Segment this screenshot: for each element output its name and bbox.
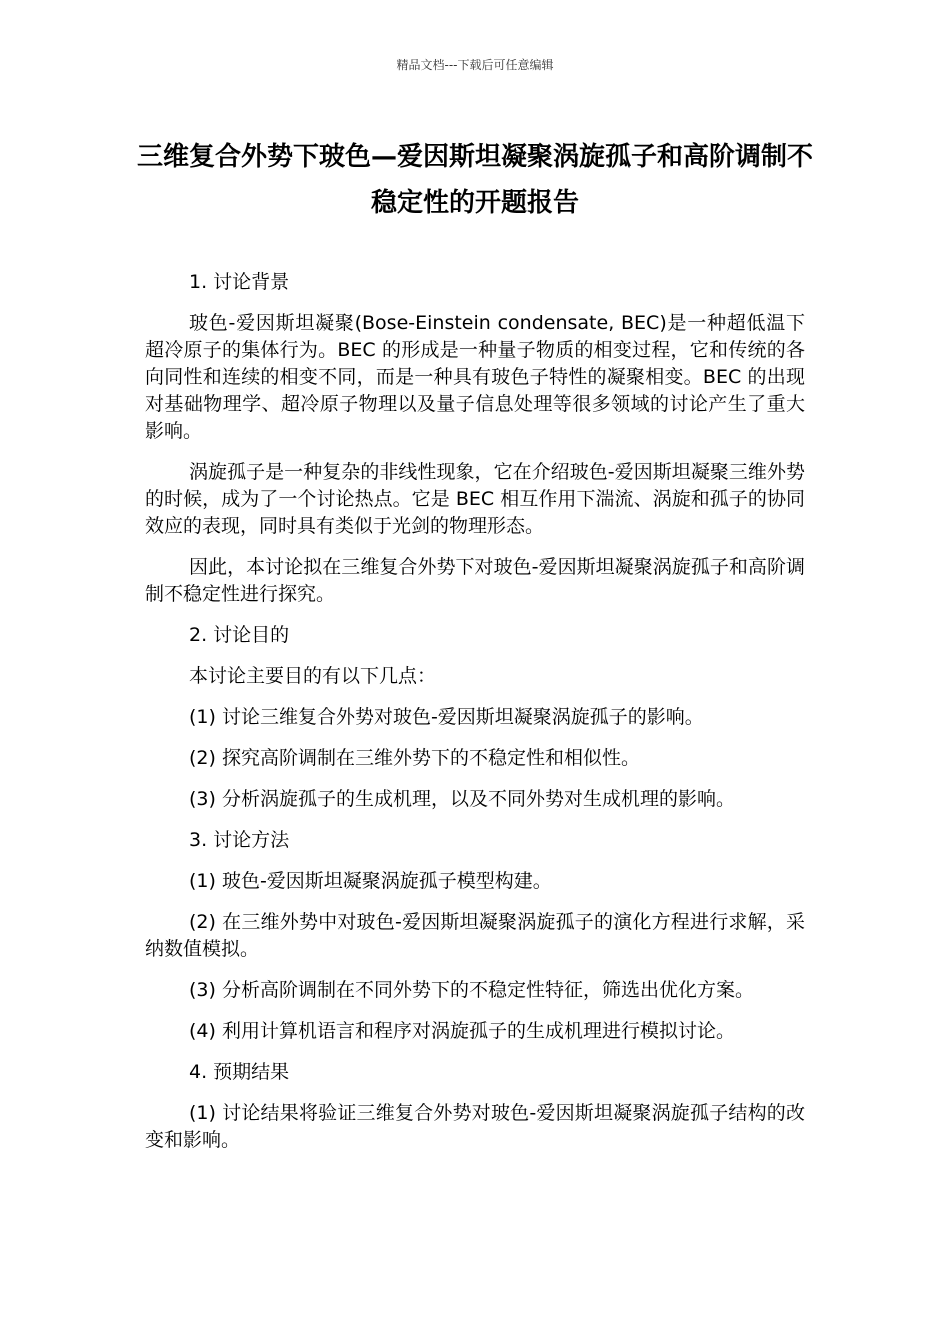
- list-item-method-3: (3) 分析高阶调制在不同外势下的不稳定性特征，筛选出优化方案。: [189, 979, 754, 1001]
- section-heading-purpose: 2. 讨论目的: [189, 624, 290, 646]
- document-title: 三维复合外势下玻色—爱因斯坦凝聚涡旋孤子和高阶调制不稳定性的开题报告: [136, 142, 813, 218]
- section-heading-method: 3. 讨论方法: [189, 829, 290, 851]
- list-item-purpose-2: (2) 探究高阶调制在三维外势下的不稳定性和相似性。: [189, 747, 640, 769]
- paragraph-research-plan: 因此，本讨论拟在三维复合外势下对玻色-爱因斯坦凝聚涡旋孤子和高阶调制不稳定性进行探究。: [145, 556, 805, 605]
- document-body: [145, 269, 805, 1168]
- list-item-purpose-1: (1) 讨论三维复合外势对玻色-爱因斯坦凝聚涡旋孤子的影响。: [189, 706, 704, 728]
- list-item-method-2: (2) 在三维外势中对玻色-爱因斯坦凝聚涡旋孤子的演化方程进行求解，采纳数值模拟。: [145, 911, 805, 960]
- list-item-result-1: (1) 讨论结果将验证三维复合外势对玻色-爱因斯坦凝聚涡旋孤子结构的改变和影响。: [145, 1102, 805, 1151]
- page-header-watermark: 精品文档---下载后可任意编辑: [396, 58, 554, 72]
- section-heading-background: 1. 讨论背景: [189, 271, 290, 293]
- list-item-purpose-3: (3) 分析涡旋孤子的生成机理，以及不同外势对生成机理的影响。: [189, 788, 735, 810]
- paragraph-purpose-intro: 本讨论主要目的有以下几点：: [189, 665, 437, 687]
- list-item-method-4: (4) 利用计算机语言和程序对涡旋孤子的生成机理进行模拟讨论。: [189, 1020, 735, 1042]
- paragraph-vortex-soliton: 涡旋孤子是一种复杂的非线性现象，它在介绍玻色-爱因斯坦凝聚三维外势的时候，成为了一个讨论热点。它是 BEC 相互作用下湍流、涡旋和孤子的协同效应的表现，同时具有类似于光剑的物理形态。: [145, 461, 805, 537]
- list-item-method-1: (1) 玻色-爱因斯坦凝聚涡旋孤子模型构建。: [189, 870, 552, 892]
- paragraph-bec-intro: 玻色-爱因斯坦凝聚(Bose-Einstein condensate, BEC)是一种超低温下超冷原子的集体行为。BEC 的形成是一种量子物质的相变过程，它和传统的各向同性和连续的相变不同，而是一种具有玻色子特性的凝聚相变。BEC 的出现对基础物理学、超冷原子物理以及量子信息处理等很多领域的讨论产生了重大影响。: [145, 312, 805, 442]
- section-heading-expected-results: 4. 预期结果: [189, 1061, 290, 1083]
